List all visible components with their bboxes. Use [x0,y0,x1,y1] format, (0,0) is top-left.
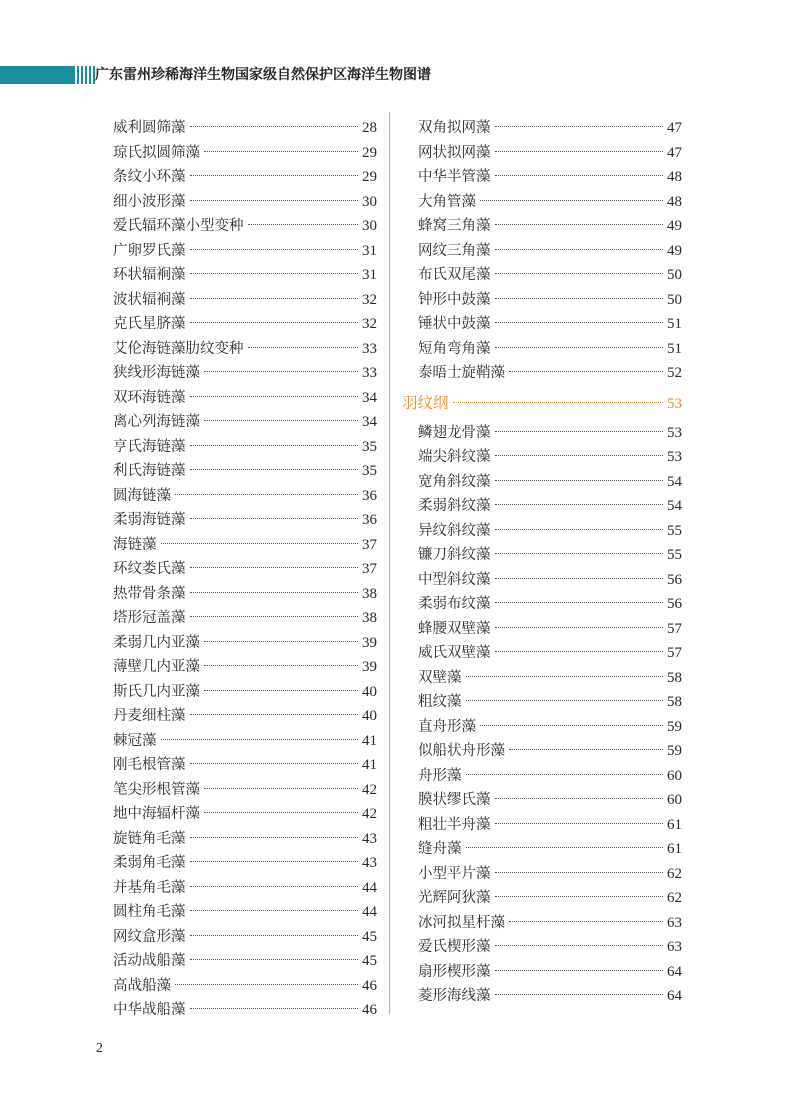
entry-name: 柔弱海链藻 [113,512,186,528]
dot-leader [495,945,664,946]
entry-name: 布氏双尾藻 [418,267,491,283]
entry-name: 似船状舟形藻 [418,743,505,759]
entry-page: 48 [667,193,682,210]
dot-leader [495,175,664,176]
dot-leader [509,921,663,922]
entry-page: 40 [362,683,377,700]
toc-entry[interactable] [418,911,682,936]
toc-entry[interactable] [113,533,377,558]
toc-entry[interactable] [113,704,377,729]
entry-page: 49 [667,242,682,259]
entry-name: 圆海链藻 [113,487,171,504]
dot-leader [495,273,664,274]
entry-page: 61 [667,816,682,833]
entry-page: 33 [362,365,377,381]
dot-leader [190,861,359,862]
entry-name: 膜状缪氏藻 [418,792,491,808]
dot-leader [204,812,358,813]
toc-entry[interactable] [418,935,682,960]
dot-leader [248,224,359,225]
entry-page: 36 [362,487,377,504]
toc-entry[interactable] [113,459,377,484]
entry-page: 31 [362,267,377,283]
dot-leader [190,396,359,397]
toc-entry[interactable] [418,361,682,386]
entry-name: 缝舟藻 [418,841,462,857]
dot-leader [495,553,664,554]
header-color-bar [0,66,75,84]
entry-name: 异纹斜纹藻 [418,522,491,539]
entry-page: 46 [362,1002,377,1018]
entry-page: 44 [362,904,377,920]
entry-name: 双角拟网藻 [418,120,491,136]
entry-name: 斯氏几内亚藻 [113,683,200,700]
entry-name: 刚毛根管藻 [113,757,186,773]
toc-entry[interactable] [113,582,377,607]
toc-entry[interactable] [418,788,682,813]
dot-leader [495,651,664,652]
entry-page: 53 [667,424,682,441]
entry-page: 45 [362,928,377,945]
toc-entry[interactable] [418,470,682,495]
entry-page: 56 [667,571,682,588]
entry-name: 鳞翅龙骨藻 [418,424,491,441]
toc-entry[interactable] [113,484,377,509]
toc-entry[interactable] [113,337,377,362]
dot-leader [190,273,359,274]
entry-name: 旋链角毛藻 [113,830,186,847]
entry-page: 30 [362,193,377,210]
entry-name: 双壁藻 [418,669,462,686]
dot-leader [466,676,664,677]
entry-name: 离心列海链藻 [113,414,200,430]
entry-page: 37 [362,561,377,577]
dot-leader [495,896,664,897]
toc-entry[interactable] [113,778,377,803]
entry-name: 大角管藻 [418,193,476,210]
dot-leader [190,200,359,201]
entry-name: 菱形海线藻 [418,988,491,1004]
dot-leader [466,774,664,775]
entry-page: 35 [362,463,377,479]
entry-page: 50 [667,291,682,308]
entry-page: 47 [667,120,682,136]
entry-name: 利氏海链藻 [113,463,186,479]
toc-entry[interactable] [418,190,682,215]
entry-page: 32 [362,291,377,308]
entry-page: 29 [362,144,377,161]
dot-leader [190,322,359,323]
dot-leader [495,151,664,152]
toc-section-heading[interactable] [402,386,682,421]
entry-name: 亨氏海链藻 [113,438,186,455]
dot-leader [190,298,359,299]
toc-entry[interactable] [418,165,682,190]
entry-name: 圆柱角毛藻 [113,904,186,920]
toc-entry[interactable] [418,288,682,313]
entry-page: 57 [667,620,682,637]
dot-leader [495,970,664,971]
toc-entry[interactable] [113,386,377,411]
toc-entry[interactable] [113,190,377,215]
dot-leader [190,886,359,887]
entry-page: 33 [362,340,377,357]
dot-leader [190,567,359,568]
toc-entry[interactable] [113,753,377,778]
dot-leader [190,959,359,960]
toc-entry[interactable] [418,421,682,446]
entry-name: 威氏双壁藻 [418,645,491,661]
dot-leader [480,725,663,726]
entry-name: 网纹盒形藻 [113,928,186,945]
dot-leader [161,739,359,740]
dot-leader [509,749,663,750]
toc-entry[interactable] [113,312,377,337]
toc-entry[interactable] [418,568,682,593]
dot-leader [495,602,664,603]
entry-name: 塔形冠盖藻 [113,610,186,626]
dot-leader [248,347,359,348]
toc-entry[interactable] [418,690,682,715]
entry-page: 62 [667,890,682,906]
entry-name: 小型平片藻 [418,865,491,882]
entry-name: 克氏星脐藻 [113,316,186,332]
entry-page: 32 [362,316,377,332]
toc-entry[interactable] [113,827,377,852]
dot-leader [453,402,663,403]
entry-page: 41 [362,757,377,773]
entry-name: 泰晤士旋鞘藻 [418,365,505,381]
page-number: 2 [96,1041,103,1056]
entry-page: 34 [362,389,377,406]
toc-entry[interactable] [418,214,682,239]
dot-leader [495,455,664,456]
entry-name: 宽角斜纹藻 [418,473,491,490]
dot-leader [495,529,664,530]
entry-name: 锤状中鼓藻 [418,316,491,332]
entry-name: 柔弱几内亚藻 [113,634,200,651]
entry-name: 中华战船藻 [113,1002,186,1018]
entry-page: 63 [667,914,682,931]
dot-leader [190,763,359,764]
entry-name: 扇形楔形藻 [418,963,491,980]
toc-entry[interactable] [418,886,682,911]
entry-page: 45 [362,953,377,969]
dot-leader [466,847,664,848]
toc-entry[interactable] [113,508,377,533]
dot-leader [495,823,664,824]
toc-entry[interactable] [113,239,377,264]
running-header-title: 广东雷州珍稀海洋生物国家级自然保护区海洋生物图谱 [95,67,431,83]
entry-name: 细小波形藻 [113,193,186,210]
entry-name: 棘冠藻 [113,732,157,749]
entry-name: 并基角毛藻 [113,879,186,896]
dot-leader [161,543,359,544]
toc-entry[interactable] [113,655,377,680]
entry-name: 光辉阿狄藻 [418,890,491,906]
entry-page: 61 [667,841,682,857]
toc-entry[interactable] [418,960,682,985]
entry-name: 丹麦细柱藻 [113,708,186,724]
dot-leader [190,1008,359,1009]
toc-entry[interactable] [113,214,377,239]
entry-name: 柔弱布纹藻 [418,596,491,612]
toc-entry[interactable] [113,410,377,435]
toc-entry[interactable] [418,494,682,519]
section-name: 羽纹纲 [402,393,449,412]
dot-leader [204,641,358,642]
entry-page: 41 [362,732,377,749]
entry-name: 蜂腰双壁藻 [418,620,491,637]
toc-entry[interactable] [113,141,377,166]
entry-name: 海链藻 [113,536,157,553]
entry-name: 条纹小环藻 [113,169,186,185]
entry-page: 50 [667,267,682,283]
toc-entry[interactable] [418,837,682,862]
toc-entry[interactable] [113,361,377,386]
dot-leader [190,175,359,176]
toc-entry[interactable] [113,680,377,705]
entry-name: 舟形藻 [418,767,462,784]
entry-name: 柔弱角毛藻 [113,855,186,871]
dot-leader [495,322,664,323]
toc-right-column [402,116,682,1009]
toc-entry[interactable] [113,435,377,460]
toc-entry[interactable] [113,802,377,827]
entry-page: 28 [362,120,377,136]
entry-page: 49 [667,218,682,234]
toc-entry[interactable] [113,876,377,901]
entry-name: 钟形中鼓藻 [418,291,491,308]
entry-name: 广卵罗氏藻 [113,242,186,259]
entry-page: 42 [362,806,377,822]
entry-name: 中华半管藻 [418,169,491,185]
dot-leader [495,347,664,348]
toc-entry[interactable] [418,141,682,166]
toc-entry[interactable] [113,263,377,288]
entry-page: 46 [362,977,377,994]
entry-page: 48 [667,169,682,185]
dot-leader [495,126,664,127]
entry-name: 狭线形海链藻 [113,365,200,381]
entry-name: 环状辐裥藻 [113,267,186,283]
entry-page: 30 [362,218,377,234]
toc-entry[interactable] [418,239,682,264]
entry-page: 44 [362,879,377,896]
dot-leader [190,837,359,838]
entry-name: 高战船藻 [113,977,171,994]
entry-name: 粗纹藻 [418,694,462,710]
entry-page: 38 [362,585,377,602]
entry-page: 39 [362,634,377,651]
toc-entry[interactable] [418,543,682,568]
entry-page: 64 [667,963,682,980]
entry-page: 58 [667,694,682,710]
dot-leader [204,420,358,421]
entry-name: 笔尖形根管藻 [113,781,200,798]
toc-entry[interactable] [113,998,377,1023]
entry-page: 55 [667,547,682,563]
toc-entry[interactable] [113,288,377,313]
toc-entry[interactable] [418,764,682,789]
dot-leader [190,714,359,715]
dot-leader [190,616,359,617]
dot-leader [495,504,664,505]
toc-entry[interactable] [113,900,377,925]
entry-name: 冰河拟星杆藻 [418,914,505,931]
entry-name: 热带骨条藻 [113,585,186,602]
entry-name: 短角弯角藻 [418,340,491,357]
toc-entry[interactable] [418,739,682,764]
entry-page: 54 [667,473,682,490]
toc-entry[interactable] [418,617,682,642]
toc-entry[interactable] [113,925,377,950]
toc-entry[interactable] [113,729,377,754]
entry-page: 64 [667,988,682,1004]
toc-entry[interactable] [113,606,377,631]
dot-leader [204,788,358,789]
dot-leader [204,690,358,691]
toc-entry[interactable] [113,165,377,190]
toc-entry[interactable] [113,851,377,876]
dot-leader [509,371,663,372]
toc-entry[interactable] [113,949,377,974]
toc-entry[interactable] [113,557,377,582]
toc-entry[interactable] [418,666,682,691]
dot-leader [495,627,664,628]
dot-leader [190,469,359,470]
toc-entry[interactable] [418,116,682,141]
entry-page: 40 [362,708,377,724]
toc-entry[interactable] [418,263,682,288]
dot-leader [495,994,664,995]
entry-name: 爱氏楔形藻 [418,939,491,955]
entry-name: 薄壁几内亚藻 [113,659,200,675]
entry-page: 38 [362,610,377,626]
entry-name: 地中海辐杆藻 [113,806,200,822]
toc-entry[interactable] [418,337,682,362]
entry-name: 镰刀斜纹藻 [418,547,491,563]
entry-page: 59 [667,743,682,759]
entry-name: 网纹三角藻 [418,242,491,259]
toc-entry[interactable] [418,641,682,666]
entry-page: 55 [667,522,682,539]
dot-leader [204,665,358,666]
dot-leader [495,798,664,799]
entry-page: 39 [362,659,377,675]
entry-page: 51 [667,316,682,332]
entry-name: 网状拟网藻 [418,144,491,161]
dot-leader [495,872,664,873]
entry-page: 43 [362,855,377,871]
toc-entry[interactable] [418,312,682,337]
entry-page: 35 [362,438,377,455]
entry-page: 47 [667,144,682,161]
entry-page: 63 [667,939,682,955]
entry-name: 蜂窝三角藻 [418,218,491,234]
toc-entry[interactable] [418,813,682,838]
entry-page: 54 [667,498,682,514]
dot-leader [190,935,359,936]
dot-leader [495,480,664,481]
toc-entry[interactable] [418,862,682,887]
header-stripes [77,66,95,84]
section-page: 53 [667,395,682,412]
entry-page: 52 [667,365,682,381]
dot-leader [480,200,663,201]
entry-page: 60 [667,792,682,808]
dot-leader [495,249,664,250]
entry-page: 37 [362,536,377,553]
dot-leader [495,578,664,579]
entry-name: 环纹娄氏藻 [113,561,186,577]
entry-page: 36 [362,512,377,528]
dot-leader [190,126,359,127]
entry-page: 57 [667,645,682,661]
dot-leader [495,431,664,432]
dot-leader [190,592,359,593]
entry-page: 53 [667,449,682,465]
dot-leader [466,700,664,701]
entry-name: 活动战船藻 [113,953,186,969]
entry-name: 艾伦海链藻肋纹变种 [113,340,244,357]
entry-name: 威利圆筛藻 [113,120,186,136]
entry-page: 42 [362,781,377,798]
toc-entry[interactable] [113,631,377,656]
dot-leader [204,371,358,372]
toc-left-column [113,116,377,1023]
dot-leader [495,224,664,225]
dot-leader [175,984,358,985]
entry-page: 59 [667,718,682,735]
entry-name: 粗壮半舟藻 [418,816,491,833]
toc-entry[interactable] [418,519,682,544]
entry-name: 爱氏辐环藻小型变种 [113,218,244,234]
entry-name: 直舟形藻 [418,718,476,735]
entry-page: 62 [667,865,682,882]
entry-page: 58 [667,669,682,686]
toc-entry[interactable] [418,984,682,1009]
dot-leader [190,518,359,519]
toc-entry[interactable] [113,974,377,999]
entry-name: 端尖斜纹藻 [418,449,491,465]
toc-entry[interactable] [418,592,682,617]
dot-leader [190,445,359,446]
toc-entry[interactable] [113,116,377,141]
toc-entry[interactable] [418,715,682,740]
column-divider [389,112,390,1014]
entry-page: 29 [362,169,377,185]
dot-leader [204,151,358,152]
entry-name: 双环海链藻 [113,389,186,406]
dot-leader [190,910,359,911]
toc-entry[interactable] [418,445,682,470]
entry-page: 34 [362,414,377,430]
dot-leader [495,298,664,299]
dot-leader [190,249,359,250]
entry-name: 中型斜纹藻 [418,571,491,588]
entry-page: 31 [362,242,377,259]
entry-name: 波状辐裥藻 [113,291,186,308]
entry-page: 43 [362,830,377,847]
entry-name: 琼氏拟圆筛藻 [113,144,200,161]
dot-leader [175,494,358,495]
entry-page: 60 [667,767,682,784]
entry-name: 柔弱斜纹藻 [418,498,491,514]
entry-page: 56 [667,596,682,612]
entry-page: 51 [667,340,682,357]
